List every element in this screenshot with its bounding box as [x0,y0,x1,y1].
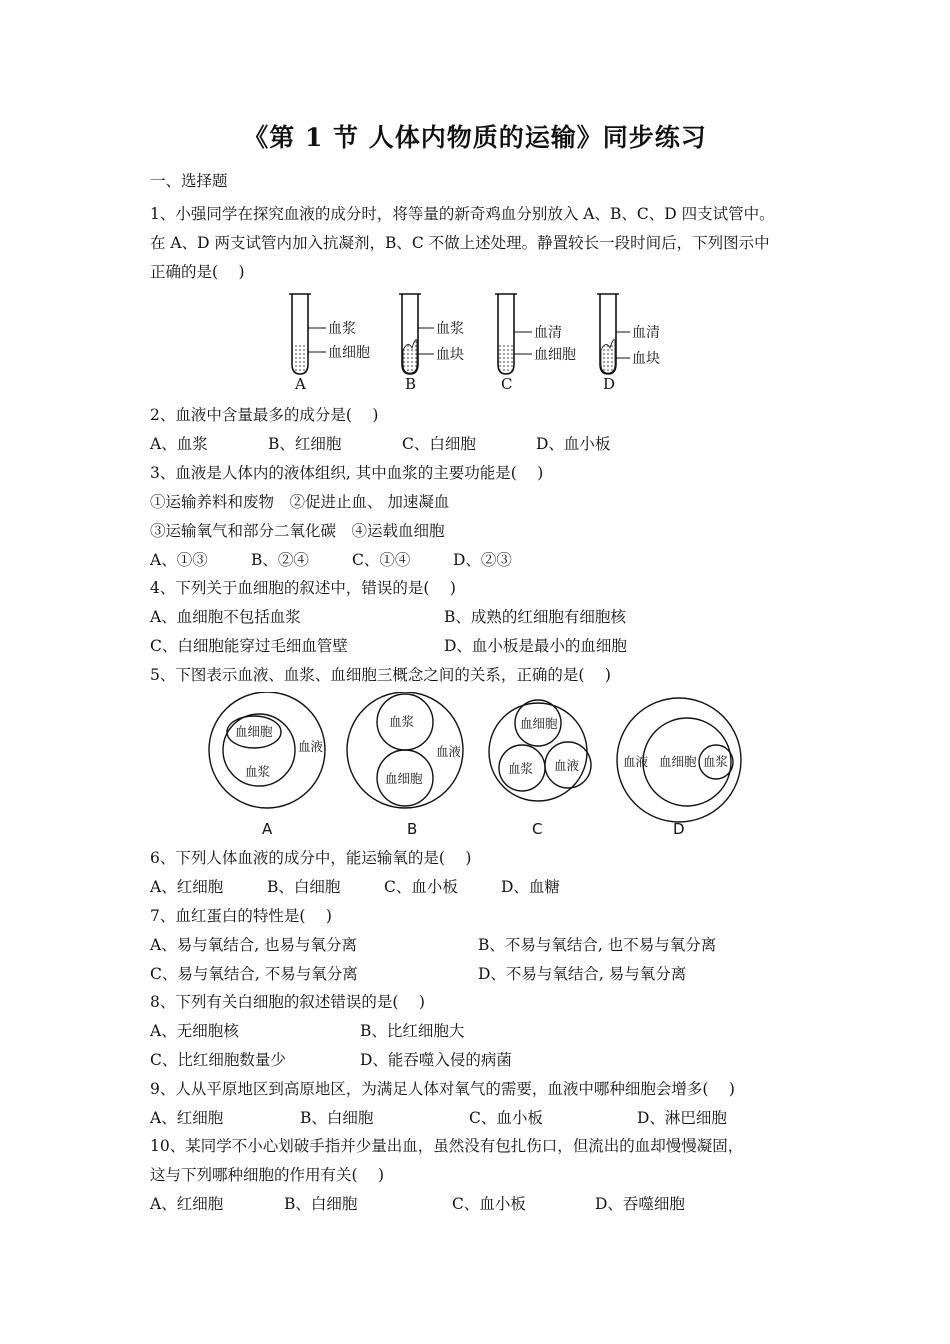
q2-stem: 2、血液中含量最多的成分是( ) [150,406,379,424]
tube-c-letter: C [501,375,513,393]
section-heading: 一、选择题 [150,172,228,190]
q3-option-b[interactable]: B、②④ [251,551,309,569]
q3-stem: 3、血液是人体内的液体组织, 其中血浆的主要功能是( ) [150,464,544,482]
q7-option-a[interactable]: A、易与氧结合, 也易与氧分离 [150,936,358,954]
q10-stem-line-2: 这与下列哪种细胞的作用有关( ) [150,1166,385,1184]
tube-b-letter: B [405,375,417,393]
q6-option-a[interactable]: A、红细胞 [150,878,224,896]
tube-c [495,294,576,393]
diagram-a-blood-label: 血液 [298,739,324,754]
tube-d-top-label: 血清 [632,325,660,341]
q10-option-d[interactable]: D、吞噬细胞 [595,1195,685,1213]
diagram-d-cells-label: 血细胞 [659,754,697,769]
tube-a-top-label: 血浆 [328,321,356,337]
q8-stem: 8、下列有关白细胞的叙述错误的是( ) [150,993,425,1011]
diagram-c-letter: C [532,820,543,838]
q4-option-a[interactable]: A、血细胞不包括血浆 [150,608,301,626]
diagram-d-plasma-label: 血浆 [703,754,729,769]
q6-option-d[interactable]: D、血糖 [501,878,560,896]
q10-option-a[interactable]: A、红细胞 [150,1195,224,1213]
q9-option-b[interactable]: B、白细胞 [300,1109,374,1127]
q7-stem: 7、血红蛋白的特性是( ) [150,907,332,925]
q8-option-a[interactable]: A、无细胞核 [150,1022,239,1040]
q10-stem-line-1: 10、某同学不小心划破手指并少量出血，虽然没有包扎伤口，但流出的血却慢慢凝固， [150,1137,744,1155]
diagram-d-blood-label: 血液 [623,754,649,769]
diagram-c-plasma-label: 血浆 [508,761,534,776]
q7-option-b[interactable]: B、不易与氧结合, 也不易与氧分离 [478,936,717,954]
page-title: 《第 1 节 人体内物质的运输》同步练习 [243,123,707,152]
tube-b [399,294,464,393]
diagram-c-cells-label: 血细胞 [520,716,558,731]
tube-b-bottom-label: 血块 [436,347,464,363]
q1-stem-line-3: 正确的是( ) [150,263,245,281]
diagram-b-cells-label: 血细胞 [385,771,423,786]
q1-stem-line-1: 1、小强同学在探究血液的成分时，将等量的新奇鸡血分别放入 A、B、C、D 四支试管中。 [150,205,775,223]
diagram-b-plasma-label: 血浆 [389,714,415,729]
q1-stem-line-2: 在 A、D 两支试管内加入抗凝剂，B、C 不做上述处理。静置较长一段时间后，下列图示中 [150,234,770,252]
tube-d [597,294,660,393]
q2-option-c[interactable]: C、白细胞 [402,435,476,453]
q2-option-a[interactable]: A、血浆 [150,435,208,453]
diagram-a-plasma-label: 血浆 [245,764,271,779]
tube-b-top-label: 血浆 [436,321,464,337]
q4-option-c[interactable]: C、白细胞能穿过毛细血管壁 [150,637,348,655]
q8-option-c[interactable]: C、比红细胞数量少 [150,1051,286,1069]
q5-stem: 5、下图表示血液、血浆、血细胞三概念之间的关系，正确的是( ) [150,666,611,684]
q5-circle-diagram [205,692,765,842]
tube-d-bottom-label: 血块 [632,351,660,367]
q9-option-c[interactable]: C、血小板 [469,1109,543,1127]
q6-stem: 6、下列人体血液的成分中，能运输氧的是( ) [150,849,472,867]
q3-option-a[interactable]: A、①③ [150,551,208,569]
q9-option-a[interactable]: A、红细胞 [150,1109,224,1127]
diagram-b-blood-label: 血液 [436,744,462,759]
tube-a-bottom-label: 血细胞 [328,345,370,361]
tube-c-bottom-label: 血细胞 [534,347,576,363]
q6-option-c[interactable]: C、血小板 [384,878,458,896]
q7-option-c[interactable]: C、易与氧结合, 不易与氧分离 [150,965,358,983]
q3-item-line-1: ①运输养料和废物 ②促进止血、 加速凝血 [150,493,450,511]
q9-stem: 9、人从平原地区到高原地区，为满足人体对氧气的需要，血液中哪种细胞会增多( ) [150,1080,735,1098]
q7-option-d[interactable]: D、不易与氧结合, 易与氧分离 [478,965,687,983]
tube-a-letter: A [295,375,306,393]
diagram-c-blood-label: 血液 [554,758,580,773]
q2-option-d[interactable]: D、血小板 [536,435,611,453]
q10-option-b[interactable]: B、白细胞 [284,1195,358,1213]
tube-a [289,294,370,393]
q8-option-d[interactable]: D、能吞噬入侵的病菌 [360,1051,512,1069]
diagram-a-letter: A [262,820,273,838]
q4-option-b[interactable]: B、成熟的红细胞有细胞核 [444,608,626,626]
q3-option-c[interactable]: C、①④ [352,551,411,569]
diagram-d-letter: D [673,820,685,838]
diagram-b-letter: B [407,820,418,838]
q2-option-b[interactable]: B、红细胞 [268,435,342,453]
q4-option-d[interactable]: D、血小板是最小的血细胞 [444,637,627,655]
q6-option-b[interactable]: B、白细胞 [267,878,341,896]
q1-test-tube-figure [270,288,690,396]
q9-option-d[interactable]: D、淋巴细胞 [637,1109,727,1127]
q8-option-b[interactable]: B、比红细胞大 [360,1022,465,1040]
tube-d-letter: D [603,375,616,393]
q3-item-line-2: ③运输氧气和部分二氧化碳 ④运载血细胞 [150,522,445,540]
q10-option-c[interactable]: C、血小板 [452,1195,526,1213]
q4-stem: 4、下列关于血细胞的叙述中，错误的是( ) [150,579,456,597]
diagram-a-cells-label: 血细胞 [235,724,273,739]
q3-option-d[interactable]: D、②③ [453,551,512,569]
tube-c-top-label: 血清 [534,325,562,341]
